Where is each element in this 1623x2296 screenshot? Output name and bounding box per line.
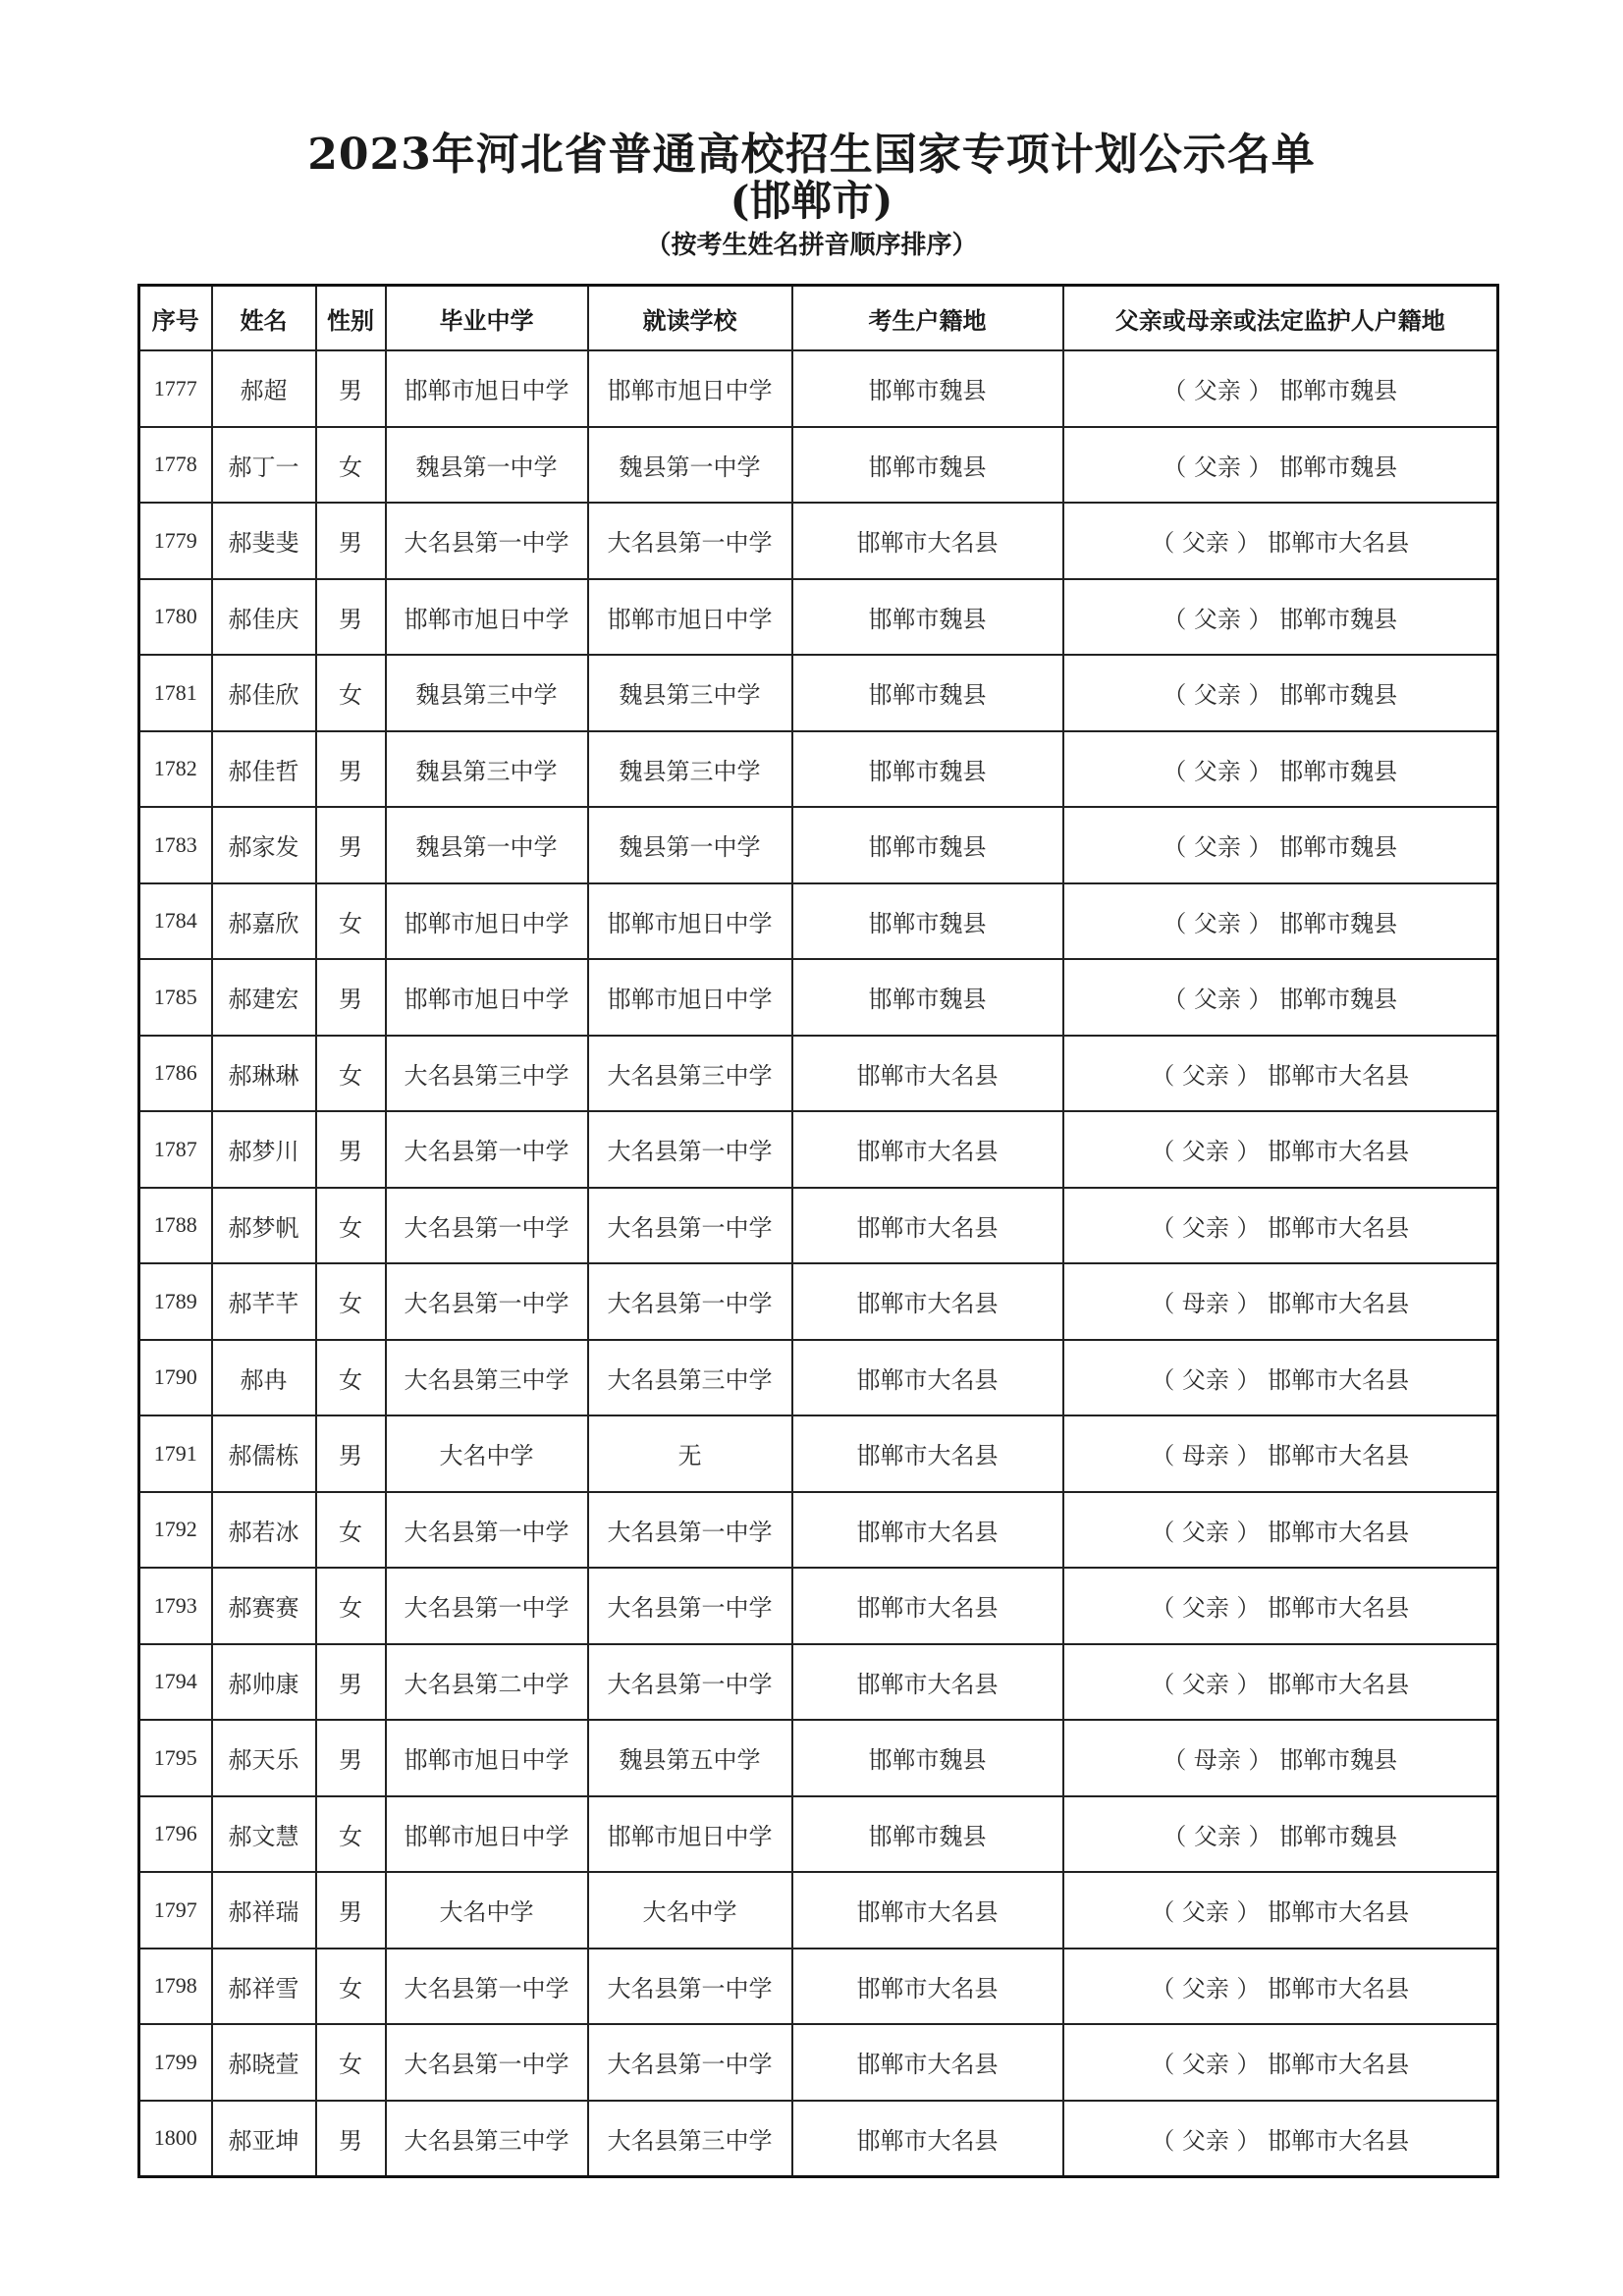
name-cell: 郝嘉欣 [212,883,316,960]
name-cell: 郝芊芊 [212,1263,316,1340]
current-school-cell: 大名县第一中学 [588,1188,792,1264]
household-cell: 邯郸市魏县 [792,731,1063,808]
name-cell: 郝儒栋 [212,1415,316,1492]
graduated-school-cell: 魏县第一中学 [386,807,588,883]
gender-cell: 男 [316,731,386,808]
guardian-household-cell: （ 父亲 ） 邯郸市魏县 [1063,807,1498,883]
page-subtitle: (邯郸市) [730,177,893,225]
guardian-household-cell: （ 父亲 ） 邯郸市大名县 [1063,2024,1498,2101]
graduated-school-cell: 大名县第一中学 [386,1568,588,1644]
name-cell: 郝梦帆 [212,1188,316,1264]
table-row [139,1111,1498,1188]
table-row [139,1340,1498,1416]
guardian-household-cell: （ 父亲 ） 邯郸市大名县 [1063,503,1498,579]
guardian-household-cell: （ 父亲 ） 邯郸市大名县 [1063,1568,1498,1644]
gender-cell: 女 [316,1949,386,2025]
current-school-cell: 魏县第五中学 [588,1720,792,1796]
table-body [139,350,1498,2177]
current-school-cell: 大名县第一中学 [588,503,792,579]
graduated-school-cell: 大名县第二中学 [386,1644,588,1721]
gender-cell: 女 [316,427,386,504]
name-cell: 郝琳琳 [212,1036,316,1112]
graduated-school-cell: 大名县第一中学 [386,1111,588,1188]
household-cell: 邯郸市魏县 [792,1720,1063,1796]
household-cell: 邯郸市魏县 [792,959,1063,1036]
graduated-school-cell: 邯郸市旭日中学 [386,1796,588,1873]
household-cell: 邯郸市大名县 [792,1492,1063,1569]
name-cell: 郝梦川 [212,1111,316,1188]
serial-number-cell: 1779 [139,503,212,579]
graduated-school-cell: 大名中学 [386,1872,588,1949]
current-school-cell: 魏县第三中学 [588,655,792,731]
name-cell: 郝家发 [212,807,316,883]
graduated-school-cell: 大名县第三中学 [386,2101,588,2177]
serial-number-cell: 1777 [139,350,212,427]
gender-cell: 女 [316,655,386,731]
graduated-school-cell: 大名县第一中学 [386,1492,588,1569]
graduated-school-cell: 大名县第一中学 [386,1949,588,2025]
name-cell: 郝天乐 [212,1720,316,1796]
serial-number-cell: 1790 [139,1340,212,1416]
gender-cell: 女 [316,1492,386,1569]
current-school-cell: 大名县第三中学 [588,1036,792,1112]
table-row [139,807,1498,883]
gender-cell: 女 [316,1036,386,1112]
table-row [139,1263,1498,1340]
graduated-school-cell: 邯郸市旭日中学 [386,959,588,1036]
header-cell: 就读学校 [588,286,792,351]
current-school-cell: 邯郸市旭日中学 [588,350,792,427]
serial-number-cell: 1778 [139,427,212,504]
name-cell: 郝丁一 [212,427,316,504]
name-cell: 郝帅康 [212,1644,316,1721]
graduated-school-cell: 魏县第三中学 [386,655,588,731]
gender-cell: 男 [316,503,386,579]
current-school-cell: 大名县第一中学 [588,1644,792,1721]
household-cell: 邯郸市魏县 [792,350,1063,427]
table-row [139,579,1498,656]
serial-number-cell: 1781 [139,655,212,731]
serial-number-cell: 1784 [139,883,212,960]
graduated-school-cell: 魏县第三中学 [386,731,588,808]
household-cell: 邯郸市大名县 [792,1949,1063,2025]
header-cell: 性别 [316,286,386,351]
graduated-school-cell: 邯郸市旭日中学 [386,579,588,656]
serial-number-cell: 1800 [139,2101,212,2177]
current-school-cell: 大名县第一中学 [588,1949,792,2025]
gender-cell: 男 [316,1644,386,1721]
table-row [139,1644,1498,1721]
household-cell: 邯郸市魏县 [792,427,1063,504]
gender-cell: 男 [316,350,386,427]
current-school-cell: 大名县第一中学 [588,2024,792,2101]
graduated-school-cell: 大名县第一中学 [386,1263,588,1340]
name-cell: 郝赛赛 [212,1568,316,1644]
table-row [139,959,1498,1036]
household-cell: 邯郸市大名县 [792,1188,1063,1264]
current-school-cell: 大名县第一中学 [588,1492,792,1569]
guardian-household-cell: （ 父亲 ） 邯郸市魏县 [1063,959,1498,1036]
table-row [139,427,1498,504]
household-cell: 邯郸市魏县 [792,579,1063,656]
header-cell: 考生户籍地 [792,286,1063,351]
guardian-household-cell: （ 父亲 ） 邯郸市大名县 [1063,1036,1498,1112]
serial-number-cell: 1793 [139,1568,212,1644]
guardian-household-cell: （ 母亲 ） 邯郸市大名县 [1063,1415,1498,1492]
table-row [139,1796,1498,1873]
table-row [139,1188,1498,1264]
serial-number-cell: 1783 [139,807,212,883]
table-row [139,1036,1498,1112]
serial-number-cell: 1789 [139,1263,212,1340]
current-school-cell: 大名县第三中学 [588,1340,792,1416]
name-cell: 郝建宏 [212,959,316,1036]
guardian-household-cell: （ 父亲 ） 邯郸市魏县 [1063,731,1498,808]
serial-number-cell: 1785 [139,959,212,1036]
serial-number-cell: 1795 [139,1720,212,1796]
gender-cell: 男 [316,807,386,883]
household-cell: 邯郸市魏县 [792,883,1063,960]
guardian-household-cell: （ 母亲 ） 邯郸市大名县 [1063,1263,1498,1340]
graduated-school-cell: 大名中学 [386,1415,588,1492]
graduated-school-cell: 大名县第一中学 [386,2024,588,2101]
name-cell: 郝佳哲 [212,731,316,808]
guardian-household-cell: （ 父亲 ） 邯郸市大名县 [1063,1111,1498,1188]
serial-number-cell: 1782 [139,731,212,808]
gender-cell: 男 [316,1415,386,1492]
gender-cell: 女 [316,883,386,960]
graduated-school-cell: 大名县第一中学 [386,1188,588,1264]
guardian-household-cell: （ 父亲 ） 邯郸市大名县 [1063,1949,1498,2025]
name-cell: 郝佳庆 [212,579,316,656]
household-cell: 邯郸市魏县 [792,807,1063,883]
table-row [139,2101,1498,2177]
gender-cell: 男 [316,2101,386,2177]
current-school-cell: 大名县第一中学 [588,1111,792,1188]
name-cell: 郝祥雪 [212,1949,316,2025]
household-cell: 邯郸市魏县 [792,655,1063,731]
table-header-row [139,286,1498,351]
table-row [139,503,1498,579]
guardian-household-cell: （ 父亲 ） 邯郸市大名县 [1063,1340,1498,1416]
name-cell: 郝祥瑞 [212,1872,316,1949]
household-cell: 邯郸市大名县 [792,1263,1063,1340]
serial-number-cell: 1799 [139,2024,212,2101]
guardian-household-cell: （ 父亲 ） 邯郸市大名县 [1063,1492,1498,1569]
gender-cell: 男 [316,959,386,1036]
name-cell: 郝超 [212,350,316,427]
name-cell: 郝晓萱 [212,2024,316,2101]
header-cell: 毕业中学 [386,286,588,351]
serial-number-cell: 1787 [139,1111,212,1188]
graduated-school-cell: 大名县第三中学 [386,1036,588,1112]
guardian-household-cell: （ 父亲 ） 邯郸市大名县 [1063,1188,1498,1264]
serial-number-cell: 1792 [139,1492,212,1569]
current-school-cell: 无 [588,1415,792,1492]
current-school-cell: 魏县第一中学 [588,807,792,883]
table-row [139,1492,1498,1569]
gender-cell: 女 [316,1340,386,1416]
current-school-cell: 邯郸市旭日中学 [588,1796,792,1873]
gender-cell: 男 [316,1720,386,1796]
gender-cell: 女 [316,1263,386,1340]
household-cell: 邯郸市大名县 [792,1036,1063,1112]
household-cell: 邯郸市大名县 [792,503,1063,579]
table-row [139,1872,1498,1949]
serial-number-cell: 1786 [139,1036,212,1112]
guardian-household-cell: （ 父亲 ） 邯郸市魏县 [1063,883,1498,960]
guardian-household-cell: （ 父亲 ） 邯郸市大名县 [1063,1872,1498,1949]
graduated-school-cell: 邯郸市旭日中学 [386,1720,588,1796]
gender-cell: 男 [316,1111,386,1188]
serial-number-cell: 1794 [139,1644,212,1721]
serial-number-cell: 1791 [139,1415,212,1492]
table-row [139,1415,1498,1492]
household-cell: 邯郸市大名县 [792,1644,1063,1721]
header-cell: 姓名 [212,286,316,351]
graduated-school-cell: 大名县第一中学 [386,503,588,579]
household-cell: 邯郸市大名县 [792,2024,1063,2101]
serial-number-cell: 1788 [139,1188,212,1264]
table-row [139,2024,1498,2101]
current-school-cell: 邯郸市旭日中学 [588,579,792,656]
current-school-cell: 大名中学 [588,1872,792,1949]
gender-cell: 女 [316,1796,386,1873]
name-cell: 郝若冰 [212,1492,316,1569]
name-cell: 郝文慧 [212,1796,316,1873]
gender-cell: 男 [316,1872,386,1949]
name-cell: 郝亚坤 [212,2101,316,2177]
current-school-cell: 魏县第三中学 [588,731,792,808]
guardian-household-cell: （ 父亲 ） 邯郸市魏县 [1063,655,1498,731]
table-row [139,1949,1498,2025]
gender-cell: 女 [316,2024,386,2101]
name-cell: 郝斐斐 [212,503,316,579]
header-cell: 父亲或母亲或法定监护人户籍地 [1063,286,1498,351]
gender-cell: 女 [316,1188,386,1264]
serial-number-cell: 1797 [139,1872,212,1949]
name-cell: 郝冉 [212,1340,316,1416]
graduated-school-cell: 大名县第三中学 [386,1340,588,1416]
admission-list-table [137,284,1499,2178]
guardian-household-cell: （ 母亲 ） 邯郸市魏县 [1063,1720,1498,1796]
table-row [139,655,1498,731]
header-cell: 序号 [139,286,212,351]
guardian-household-cell: （ 父亲 ） 邯郸市魏县 [1063,1796,1498,1873]
graduated-school-cell: 邯郸市旭日中学 [386,350,588,427]
serial-number-cell: 1796 [139,1796,212,1873]
guardian-household-cell: （ 父亲 ） 邯郸市大名县 [1063,1644,1498,1721]
current-school-cell: 大名县第三中学 [588,2101,792,2177]
household-cell: 邯郸市大名县 [792,1872,1063,1949]
current-school-cell: 大名县第一中学 [588,1568,792,1644]
table-row [139,350,1498,427]
table-row [139,1720,1498,1796]
household-cell: 邯郸市大名县 [792,2101,1063,2177]
table-row [139,1568,1498,1644]
guardian-household-cell: （ 父亲 ） 邯郸市魏县 [1063,427,1498,504]
household-cell: 邯郸市大名县 [792,1340,1063,1416]
gender-cell: 男 [316,579,386,656]
serial-number-cell: 1780 [139,579,212,656]
graduated-school-cell: 魏县第一中学 [386,427,588,504]
current-school-cell: 魏县第一中学 [588,427,792,504]
page-title: 2023年河北省普通高校招生国家专项计划公示名单 [307,130,1316,180]
guardian-household-cell: （ 父亲 ） 邯郸市魏县 [1063,350,1498,427]
current-school-cell: 大名县第一中学 [588,1263,792,1340]
name-cell: 郝佳欣 [212,655,316,731]
current-school-cell: 邯郸市旭日中学 [588,883,792,960]
household-cell: 邯郸市魏县 [792,1796,1063,1873]
sort-note: （按考生姓名拼音顺序排序） [645,231,978,260]
household-cell: 邯郸市大名县 [792,1568,1063,1644]
guardian-household-cell: （ 父亲 ） 邯郸市魏县 [1063,579,1498,656]
current-school-cell: 邯郸市旭日中学 [588,959,792,1036]
gender-cell: 女 [316,1568,386,1644]
serial-number-cell: 1798 [139,1949,212,2025]
household-cell: 邯郸市大名县 [792,1111,1063,1188]
guardian-household-cell: （ 父亲 ） 邯郸市大名县 [1063,2101,1498,2177]
graduated-school-cell: 邯郸市旭日中学 [386,883,588,960]
table-row [139,731,1498,808]
table-row [139,883,1498,960]
household-cell: 邯郸市大名县 [792,1415,1063,1492]
